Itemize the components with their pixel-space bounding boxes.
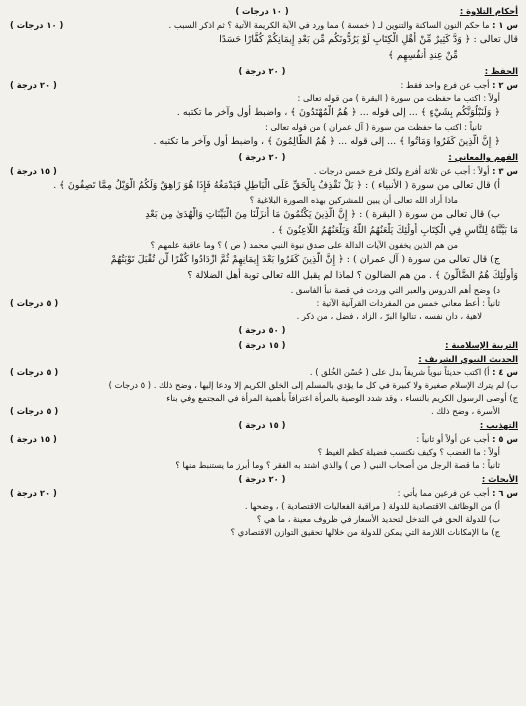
verse-line bbox=[6, 32, 518, 48]
question-3 bbox=[6, 165, 518, 178]
section-score-tahdheeb: ( ١٥ درجة ) bbox=[238, 420, 286, 430]
question-5 bbox=[6, 433, 518, 446]
question-number: س ٥ : bbox=[492, 434, 518, 444]
question-mark: ( ٢٠ درجة ) bbox=[10, 488, 57, 498]
section-title-islamic: التربية الإسلامية : bbox=[445, 340, 518, 350]
branch-text: ب) قال تعالى من سورة ( البقرة ) : ﴿ إِنَّ الَّذِينَ يَكْتُمُونَ مَا أَنزَلْنَا مِنَ الْبَيِّنَاتِ وَالْهُدَىٰ مِن بَعْدِ bbox=[145, 209, 500, 220]
question-text: أجب عن فرعين مما يأتي : bbox=[397, 488, 490, 498]
part-score-text: ( ٥٠ درجة ) bbox=[238, 325, 286, 335]
part-score bbox=[6, 323, 518, 338]
branch-text: وَأُولَٰئِكَ هُمُ الضَّالُّونَ ﴾ . من هم الضالون ؟ لماذا لم يقبل الله تعالى توبة أهل الضلالة ؟ bbox=[187, 270, 518, 281]
branch-line bbox=[6, 500, 518, 513]
branch-text: مَا بَيَّنَّاهُ لِلنَّاسِ فِي الْكِتَابِ أُولَٰئِكَ يَلْعَنُهُمُ اللَّهُ وَيَلْعَنُهُمُ اللَّاعِنُونَ ﴾ . bbox=[271, 225, 518, 236]
branch-text: ثانياً : أعط معاني خمس من المفردات القرآنية الآتية : bbox=[316, 298, 500, 308]
branch-text: الأسرة ، وضح ذلك . bbox=[430, 406, 500, 416]
question-mark: ( ١٥ درجة ) bbox=[10, 434, 57, 444]
research-header bbox=[6, 472, 518, 487]
question-number: س ٦ : bbox=[492, 488, 518, 498]
question-number: س ٣ : bbox=[492, 166, 518, 176]
section-score-tajweed: ( ١٠ درجات ) bbox=[235, 6, 289, 16]
branch-text: أولاً : ما الغضب ؟ وكيف نكتسب فضيلة كظم الغيظ ؟ bbox=[317, 447, 500, 457]
branch-line bbox=[6, 134, 518, 150]
branch-text: ﴿ إِنَّ الَّذِينَ كَفَرُوا وَمَاتُوا ﴾ ... إلى قوله ... ﴿ هُمُ الظَّالِمُونَ ﴾ ، واضبط أول وآخر ما تكتبه . bbox=[153, 136, 500, 147]
tahdheeb-header bbox=[6, 418, 518, 433]
verse-line bbox=[6, 48, 518, 64]
branch-text: د) وضح أهم الدروس والعبر التي وردت في قصة نبأ الفاسق . bbox=[290, 285, 500, 295]
question-mark: ( ٥ درجات ) bbox=[10, 406, 59, 416]
section-title-understanding: الفهم والمعاني : bbox=[448, 152, 518, 162]
branch-line bbox=[6, 252, 518, 268]
branch-line bbox=[6, 405, 518, 418]
section-title-research: الأبحاث : bbox=[481, 474, 518, 484]
branch-line bbox=[6, 392, 518, 405]
question-mark: ( ٢٠ درجة ) bbox=[10, 80, 57, 90]
question-mark: ( ٥ درجات ) bbox=[10, 298, 59, 308]
question-mark: ( ١٥ درجة ) bbox=[10, 166, 57, 176]
vocab-text: لاهية ، دان نفسه ، تنالوا البرّ ، الزاد ، فضل ، من ذكر . bbox=[296, 311, 482, 321]
branch-text: أولاً : اكتب ما حفظت من سورة ( البقرة ) من قوله تعالى : bbox=[297, 93, 500, 103]
vocab-line bbox=[6, 310, 518, 323]
branch-text: ماذا أراد الله تعالى أن يبين للمشركين بهذه الصورة البلاغية ؟ bbox=[249, 195, 458, 205]
section-score-memorization: ( ٢٠ درجة ) bbox=[238, 66, 286, 76]
branch-text: ج) أوصى الرسول الكريم بالنساء ، وقد شدد الوصية بالمرأة اعترافاً بأهمية المرأة في المجتمع وفي بناء bbox=[166, 393, 518, 403]
question-number: س ٢ : bbox=[492, 80, 518, 90]
section-title-tahdheeb: التهذيب : bbox=[479, 420, 518, 430]
branch-line bbox=[6, 268, 518, 284]
branch-line bbox=[6, 297, 518, 310]
islamic-header bbox=[6, 338, 518, 353]
branch-text: ب) لم يترك الإسلام صغيرة ولا كبيرة في كل ما يؤدي بالمسلم إلى الخلق الكريم إلا ودعا إليها ، وضح ذلك . ( ٥ درجات ) bbox=[108, 380, 518, 390]
question-text: ما حكم النون الساكنة والتنوين لـ ( خمسة ) مما ورد في الآية الكريمة الآتية ؟ ثم اذكر السبب . bbox=[168, 20, 490, 30]
branch-line bbox=[6, 207, 518, 223]
section-score-hadith: ( ١٥ درجة ) bbox=[238, 340, 286, 350]
question-text: أ) اكتب حديثاً نبوياً شريفاً بدل على ( حُسْن الخُلق ) . bbox=[309, 367, 490, 377]
branch-line bbox=[6, 223, 518, 239]
question-number: س ٤ : bbox=[492, 367, 518, 377]
question-1 bbox=[6, 19, 518, 32]
branch-line bbox=[6, 513, 518, 526]
tajweed-header bbox=[6, 4, 518, 19]
hadith-header bbox=[6, 353, 518, 366]
branch-line bbox=[6, 239, 518, 252]
branch-text: ج) ما الإمكانات اللازمة التي يمكن للدولة من خلالها تحقيق التوازن الاقتصادي ؟ bbox=[230, 527, 500, 537]
section-title-hadith: الحديث النبوي الشريف : bbox=[418, 354, 518, 364]
branch-line bbox=[6, 178, 518, 194]
branch-line bbox=[6, 105, 518, 121]
branch-text: ﴿ وَلَنَبْلُوَنَّكُم بِشَيْءٍ ﴾ ... إلى قوله ... ﴿ هُمُ الْمُهْتَدُونَ ﴾ ، واضبط أول وآخر ما تكتبه . bbox=[176, 107, 500, 118]
section-score-research: ( ٢٠ درجة ) bbox=[238, 474, 286, 484]
section-title-tajweed: أحكام التلاوة : bbox=[459, 6, 518, 16]
question-2 bbox=[6, 79, 518, 92]
branch-text: أ) من الوظائف الاقتصادية للدولة ( مراقبة الفعاليات الاقتصادية ) ، وضحها . bbox=[244, 501, 500, 511]
question-mark: ( ٥ درجات ) bbox=[10, 367, 59, 377]
branch-text: أ) قال تعالى من سورة ( الأنبياء ) : ﴿ بَلْ نَقْذِفُ بِالْحَقِّ عَلَى الْبَاطِلِ فَيَدْمَغُهُ فَإِذَا هُوَ زَاهِقٌ وَلَكُمُ الْوَيْلُ مِمَّا تَصِفُونَ ﴾ . bbox=[53, 180, 500, 191]
memorization-header bbox=[6, 64, 518, 79]
question-4 bbox=[6, 366, 518, 379]
question-6 bbox=[6, 487, 518, 500]
understanding-header bbox=[6, 150, 518, 165]
verse-text: مِّنْ عِندِ أَنفُسِهِم ﴾ bbox=[388, 50, 458, 61]
question-text: أجب عن فرع واحد فقط : bbox=[400, 80, 490, 90]
branch-text: ثانياً : ما قصة الرجل من أصحاب النبي ( ص ) والذي اشتد به الفقر ؟ وما أبرز ما يستنبط منها ؟ bbox=[175, 460, 500, 470]
branch-line bbox=[6, 92, 518, 105]
branch-text: من هم الذين يخفون الآيات الدالة على صدق نبوة النبي محمد ( ص ) ؟ وما عاقبة علمهم ؟ bbox=[150, 240, 458, 250]
branch-text: ب) للدولة الحق في التدخل لتحديد الأسعار في ظروف معينة ، ما هي ؟ bbox=[256, 514, 500, 524]
question-text: أولاً : أجب عن ثلاثة أفرع ولكل فرع خمس درجات . bbox=[313, 166, 490, 176]
branch-line bbox=[6, 121, 518, 134]
branch-line bbox=[6, 284, 518, 297]
branch-line bbox=[6, 194, 518, 207]
branch-line bbox=[6, 526, 518, 539]
section-title-memorization: الحفظ : bbox=[484, 66, 518, 76]
verse-text: قال تعالى : ﴿ وَدَّ كَثِيرٌ مِّنْ أَهْلِ الْكِتَابِ لَوْ يَرُدُّونَكُم مِّن بَعْدِ إِيمَانِكُمْ كُفَّارًا حَسَدًا bbox=[219, 34, 518, 45]
branch-line bbox=[6, 379, 518, 392]
branch-text: ثانياً : اكتب ما حفظت من سورة ( آل عمران ) من قوله تعالى : bbox=[264, 122, 482, 132]
question-text: أجب عن أولاً أو ثانياً : bbox=[416, 434, 490, 444]
question-mark: ( ١٠ درجات ) bbox=[10, 20, 64, 30]
section-score-understanding: ( ٢٠ درجة ) bbox=[238, 152, 286, 162]
branch-text: ج) قال تعالى من سورة ( آل عمران ) : ﴿ إِنَّ الَّذِينَ كَفَرُوا بَعْدَ إِيمَانِهِمْ ثُمَّ ازْدَادُوا كُفْرًا لَّن تُقْبَلَ تَوْبَتُهُمْ bbox=[110, 254, 500, 265]
question-number: س ١ : bbox=[492, 20, 518, 30]
branch-line bbox=[6, 446, 518, 459]
branch-line bbox=[6, 459, 518, 472]
